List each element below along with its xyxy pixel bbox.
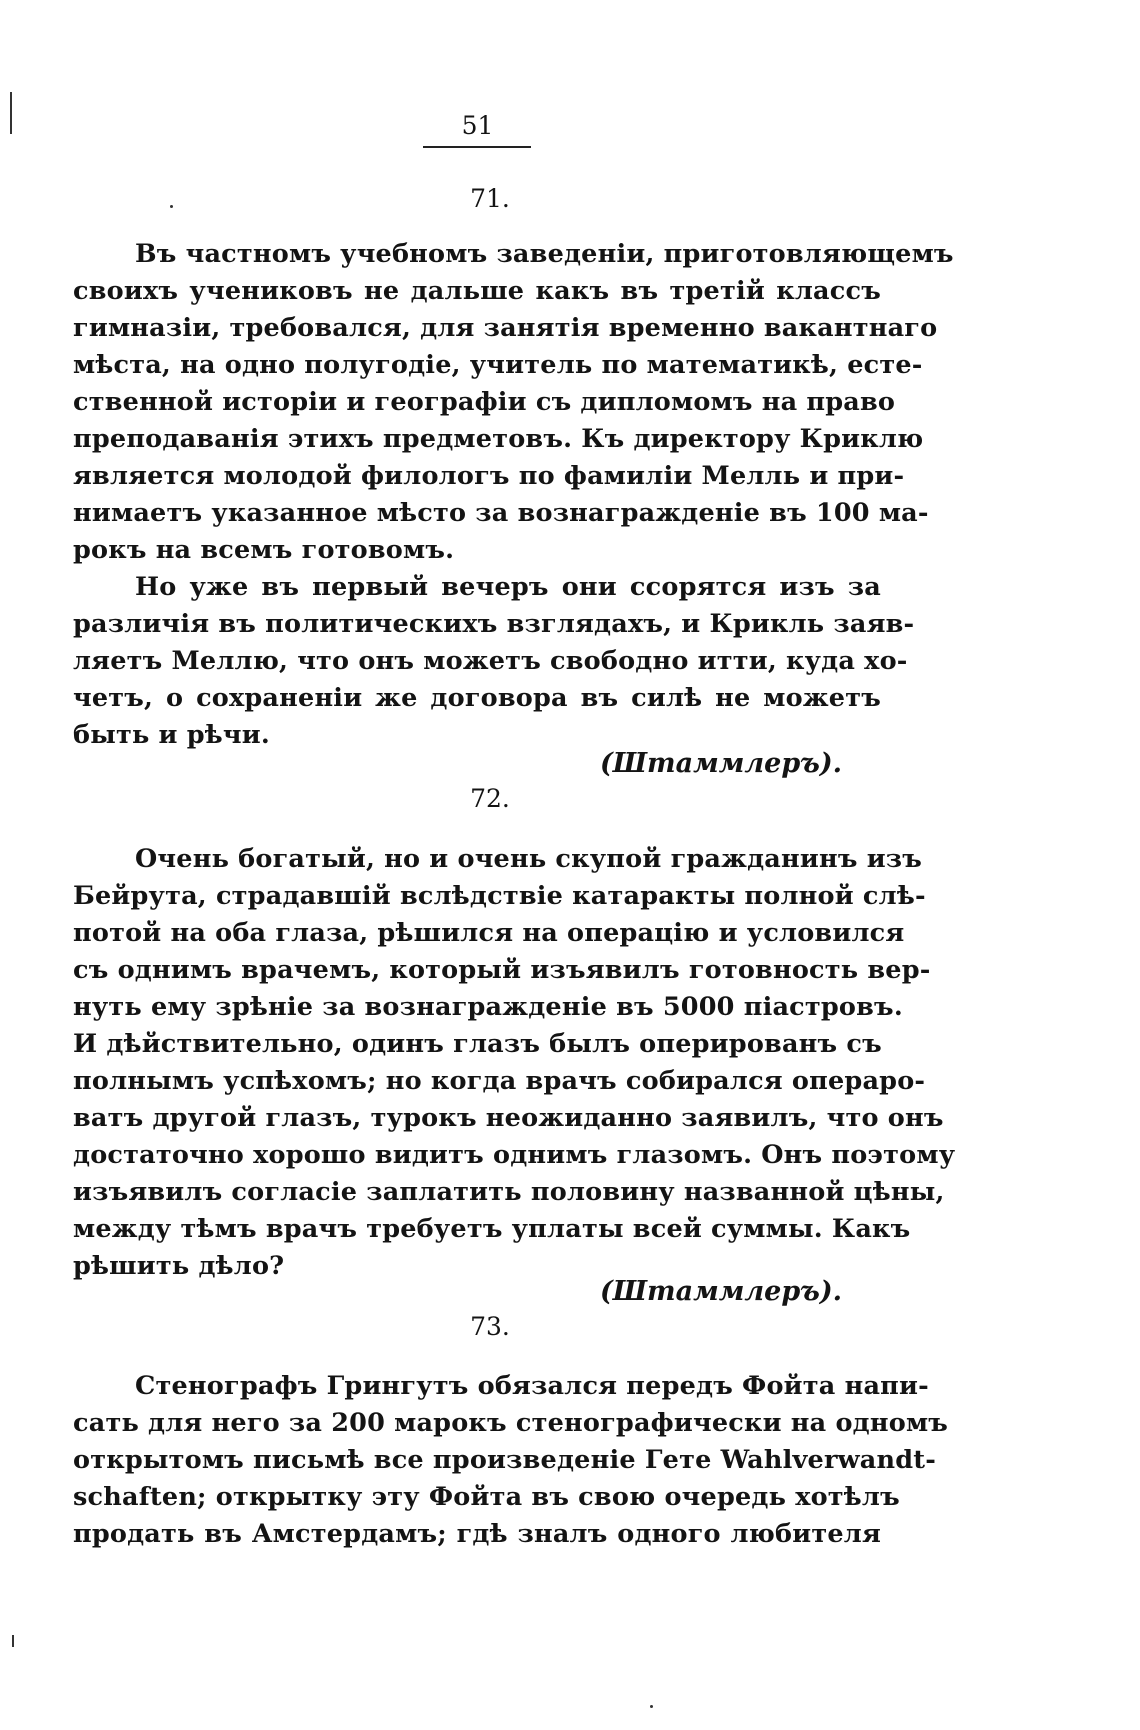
scan-mark xyxy=(170,205,173,208)
text-line: ственной исторiи и географiи съ дипломомъ на право xyxy=(73,387,896,417)
page-number: 51 xyxy=(461,111,494,140)
problem-number-73: 73. xyxy=(470,1312,510,1341)
text-line: ляетъ Меллю, что онъ можетъ свободно итти, куда хо- xyxy=(73,646,908,676)
text-line: различiя въ политическихъ взглядахъ, и Крикль заяв- xyxy=(73,609,915,639)
text-line: сать для него за 200 марокъ стенографически на одномъ xyxy=(73,1408,949,1438)
scan-mark xyxy=(650,1705,653,1708)
text-line: Но уже въ первый вечеръ они ссорятся изъ за xyxy=(135,572,881,602)
text-line: своихъ учениковъ не дальше какъ въ третiй классъ xyxy=(73,276,881,306)
text-line: достаточно хорошо видитъ однимъ глазомъ. Онъ поэтому xyxy=(73,1140,956,1170)
text-line: мѣста, на одно полугодiе, учитель по математикѣ, есте- xyxy=(73,350,923,380)
scan-mark xyxy=(12,1635,14,1647)
problem-72-paragraph xyxy=(73,841,956,1285)
text-line: быть и рѣчи. xyxy=(73,720,270,750)
text-line: рокъ на всемъ готовомъ. xyxy=(73,535,455,565)
text-line: ватъ другой глазъ, турокъ неожиданно заявилъ, что онъ xyxy=(73,1103,944,1133)
text-line: рѣшить дѣло? xyxy=(73,1251,285,1281)
text-line: Въ частномъ учебномъ заведенiи, приготовляющемъ xyxy=(135,239,954,269)
text-line: нимаетъ указанное мѣсто за вознагражденiе въ 100 ма- xyxy=(73,498,929,528)
attribution-72: (Штаммлеръ). xyxy=(600,1276,843,1307)
text-line: четъ, о сохраненiи же договора въ силѣ не можетъ xyxy=(73,683,881,713)
text-line: открытомъ письмѣ все произведенiе Гете Wahlverwandt- xyxy=(73,1445,937,1475)
scan-mark xyxy=(10,92,12,134)
text-line: гимназiи, требовался, для занятiя временно вакантнаго xyxy=(73,313,938,343)
page-number-rule xyxy=(423,146,531,148)
text-line: съ однимъ врачемъ, который изъявилъ готовность вер- xyxy=(73,955,931,985)
text-line: И дѣйствительно, одинъ глазъ былъ оперированъ съ xyxy=(73,1029,882,1059)
text-line: является молодой филологъ по фамилiи Мелль и при- xyxy=(73,461,905,491)
text-line: между тѣмъ врачъ требуетъ уплаты всей суммы. Какъ xyxy=(73,1214,911,1244)
text-line: изъявилъ согласiе заплатить половину названной цѣны, xyxy=(73,1177,945,1207)
problem-number-71: 71. xyxy=(470,184,510,213)
problem-71-paragraph-2 xyxy=(73,569,915,754)
text-line: полнымъ успѣхомъ; но когда врачъ собирался операро- xyxy=(73,1066,926,1096)
attribution-71: (Штаммлеръ). xyxy=(600,748,843,779)
text-line: нуть ему зрѣнiе за вознагражденiе въ 5000 пiастровъ. xyxy=(73,992,903,1022)
problem-73-paragraph xyxy=(73,1368,949,1553)
text-line: продать въ Амстердамъ; гдѣ зналъ одного любителя xyxy=(73,1519,881,1549)
text-line: Очень богатый, но и очень скупой гражданинъ изъ xyxy=(135,844,923,874)
text-line: schaften; открытку эту Фойта въ свою очередь хотѣлъ xyxy=(73,1482,900,1512)
text-line: потой на оба глаза, рѣшился на операцiю и условился xyxy=(73,918,905,948)
text-line: Бейрута, страдавшiй вслѣдствiе катаракты полной слѣ- xyxy=(73,881,926,911)
text-line: преподаванiя этихъ предметовъ. Къ директору Криклю xyxy=(73,424,924,454)
problem-71-paragraph-1 xyxy=(73,236,954,569)
text-line: Стенографъ Грингутъ обязался передъ Фойта напи- xyxy=(135,1371,929,1401)
problem-number-72: 72. xyxy=(470,784,510,813)
